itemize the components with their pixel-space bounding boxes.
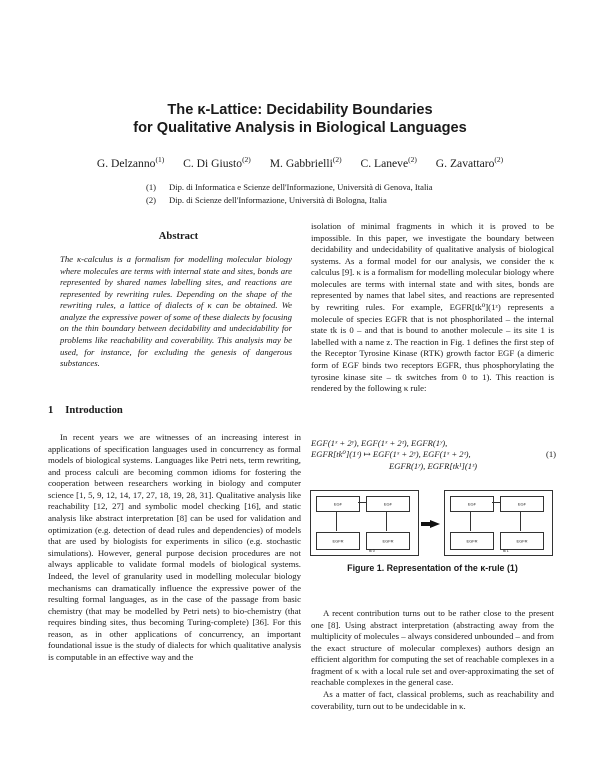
egf-molecule: EGF — [500, 496, 544, 512]
affiliation: (1) Dip. di Informatica e Scienze dell'Informazione, Università di Genova, Italia — [146, 182, 433, 192]
introduction-heading — [48, 405, 123, 416]
bond-line — [386, 511, 387, 531]
bond-line — [358, 502, 366, 503]
author: G. Zavattaro$^{(2)}$ — [435, 155, 504, 170]
equation-line-3: EGFR(1ʸ), EGFR[tk¹](1ᶻ) — [389, 461, 477, 471]
title-line-2: for Qualitative Analysis in Biological Languages — [133, 120, 467, 136]
author: C. Di Giusto$^{(2)}$ — [183, 155, 251, 170]
figure-1-diagram — [306, 488, 552, 558]
author-list — [0, 155, 600, 170]
equation-line-1: EGF(1ˣ + 2ʸ), EGF(1ˣ + 2ᶻ), EGFR(1ʸ), — [311, 438, 448, 448]
tk-state-label: tk 1 — [503, 549, 509, 553]
bond-line — [492, 502, 500, 503]
affiliation-list — [146, 181, 433, 207]
section-title: Introduction — [65, 405, 123, 416]
equation-number: (1) — [545, 449, 556, 459]
affiliation: (2) Dip. di Scienze dell'Informazione, Università di Bologna, Italia — [146, 195, 387, 205]
egfr-molecule: EGFR — [366, 532, 410, 550]
egf-molecule: EGF — [450, 496, 494, 512]
bond-line — [470, 511, 471, 531]
section-number: 1 — [48, 405, 54, 416]
egfr-molecule: EGFR — [500, 532, 544, 550]
reaction-arrow-head — [430, 520, 440, 528]
abstract-heading: Abstract — [158, 231, 199, 242]
title-line-1: The κ-Lattice: Decidability Boundaries — [167, 102, 433, 118]
paragraph: A recent contribution turns out to be rather close to the present one [8]. Using abstract interpretation (abstracting away from the multiplicity of molecules – always considered unbounded – and from the exact structure of molecular complexes) authors design an efficient algorithm for computing the set of reachable complexes in a fragment of κ with a local rule set and over-approximating the set of reachable complexes in the general case. — [311, 608, 554, 688]
egfr-molecule: EGFR — [316, 532, 360, 550]
figure-caption: Figure 1. Representation of the κ-rule (1) — [347, 563, 518, 573]
egf-molecule: EGF — [366, 496, 410, 512]
equation-line-2: EGFR[tk⁰](1ᶻ) ↦ EGF(1ˣ + 2ʸ), EGF(1ˣ + 2ᶻ), — [311, 449, 471, 459]
paper-title — [0, 101, 600, 137]
right-column-text-2 — [311, 608, 554, 712]
bond-line — [520, 511, 521, 531]
author: G. Delzanno$^{(1)}$ — [96, 155, 165, 170]
paragraph: As a matter of fact, classical problems, such as reachability and coverability, turn out to be undecidable in κ. — [311, 689, 554, 711]
tk-state-label: tk 0 — [369, 549, 375, 553]
egf-molecule: EGF — [316, 496, 360, 512]
author: C. Laneve$^{(2)}$ — [360, 155, 417, 170]
bond-line — [336, 511, 337, 531]
introduction-text: In recent years we are witnesses of an increasing interest in applications of specification languages used in concurrency as formal models of biological systems. Languages like Petri nets, term rewriting, and process calculi are becoming common idioms for fostering the cooperation between researchers working in biology and computer science [1, 5, 9, 12, 14, 17, 27, 18, 19, 28, 31]. Qualitative analysis like reachability [12, 27] and symbolic model checking [16], and static analysis like abstract interpretation [8] can be used for validation and optimization (e.g. detection of dead rules and dependencies) of models that are used by biologists for experiments in silico (e.g. stochastic simulations). However, general purpose decision procedures are not always applicable to validate formal models of biological systems. Indeed, the level of granularity used in modelling molecular biology mechanisms can dramatically influence the expressive power of the resulting formal languages, as in the case of the passage from basic chemistry (that may be modelled by Petri nets) to bio-chemistry (that requires binding sites, thus becoming Turing-complete) [36]. For this reason, as in other applications of concurrency, an important foundational issue is the study of dialects for which qualitative analysis is computable in an effective way and the — [48, 432, 301, 662]
author: M. Gabbrielli$^{(2)}$ — [269, 155, 342, 170]
right-column-text: isolation of minimal fragments in which it is proved to be impossible. In this paper, we investigate the boundary between decidability and undecidability of qualitative analysis of biological systems. As a formal model for our analysis, we consider the κ calculus [9]. κ is a formalism for modelling molecular biology where molecules are terms with internal state and with sites, bonds are represented by names that label sites, and reactions are represented by rewriting rules. For example, EGFR[tk⁰](1ᶻ) represents a molecule of species EGFR that is not phosphorilated – the internal state tk is 0 – and that is bound to another molecule – its site 1 is labelled with a name z. The reaction in Fig. 1 defines the first step of the Receptor Tyrosine Kinase (RTK) growth factor EGF (a dimeric form of EGF binds two receptors EGFR, thus phosphorylating the tyrosine kinase site – tk switches from 0 to 1). This reaction is rendered by the following κ rule: — [311, 221, 554, 394]
egfr-molecule: EGFR — [450, 532, 494, 550]
abstract-text: The κ-calculus is a formalism for modelling molecular biology where molecules are terms with internal state and sites, bonds are represented by shared names labelling sites, and reactions are represented by rewriting rules. Depending on the shape of the rewriting rules, a lattice of dialects of κ can be obtained. We analyze the expressive power of some of these dialects by focusing on the thin boundary between decidability and undecidability for problems like reachability and coverability. This analysis may be used, for instance, for excluding the genesis of dangerous substances. — [60, 254, 292, 369]
